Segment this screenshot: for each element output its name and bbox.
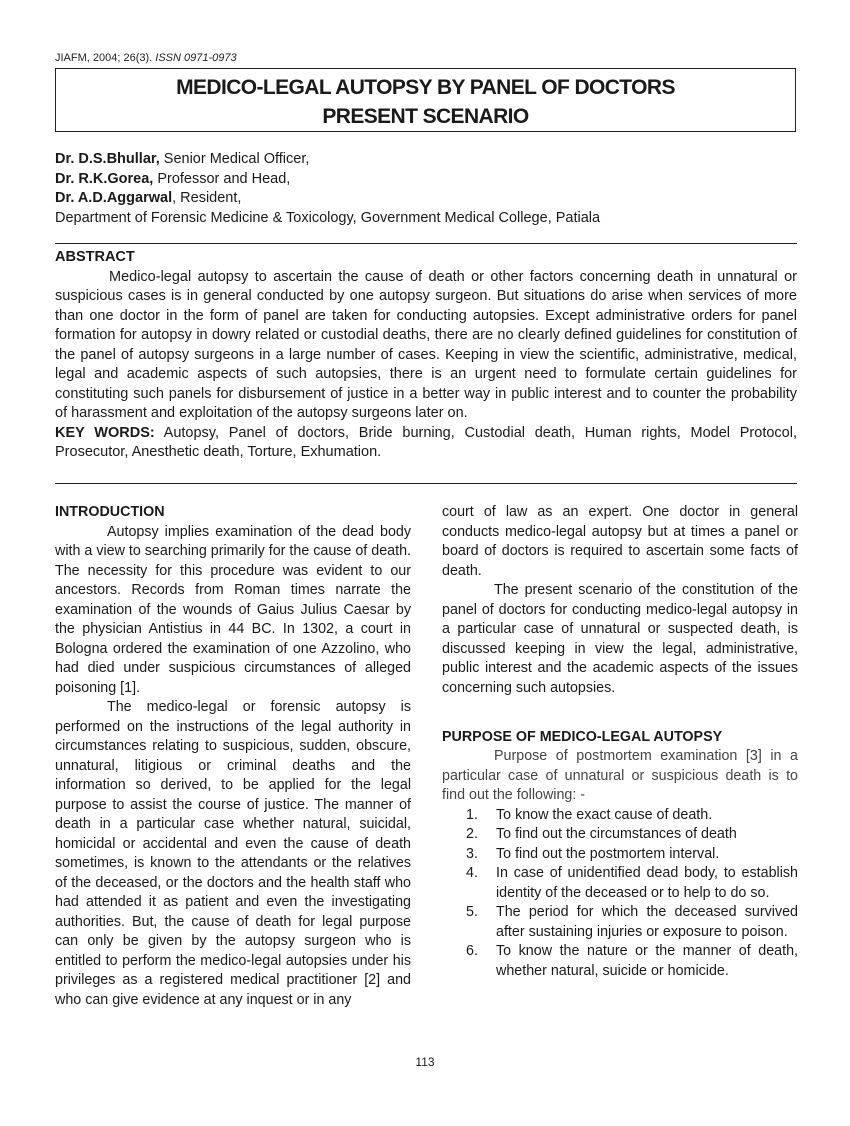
divider-top <box>55 243 797 244</box>
affiliation: Department of Forensic Medicine & Toxicology, Government Medical College, Patiala <box>55 209 601 226</box>
title-line-1: MEDICO-LEGAL AUTOPSY BY PANEL OF DOCTORS <box>176 76 675 99</box>
introduction-paragraph-3: The present scenario of the constitution of the panel of doctors for conducting medico-legal autopsy in a particular case of unnatural or suspected death, is discussed keeping in view the legal, administrative, public interest and the academic aspects of the issues concerning such autopsies. <box>442 582 798 696</box>
introduction-paragraph-2: The medico-legal or forensic autopsy is performed on the instructions of the legal authority in circumstances relating to suspicious, sudden, obscure, unnatural, litigious or criminal deaths and the information so derived, to be applied for the legal purpose to assist the course of justice. The manner of death in a particular case whether natural, suicidal, homicidal or accidental and even the cause of death sometimes, is known to the attendants or the relatives of the deceased, or the doctors and the health staff who had attended it as patient and even the investigating authorities. But, the cause of death for legal purpose can only be given by the autopsy surgeon who is entitled to perform the medico-legal autopsies under his privileges as a registered medical practitioner [2] and who can give evidence at any inquest or in any <box>55 699 411 1008</box>
author-role: Senior Medical Officer, <box>159 151 310 167</box>
author-2 <box>55 170 600 190</box>
author-block <box>55 150 600 228</box>
author-role: , Resident, <box>172 190 242 206</box>
purpose-intro: Purpose of postmortem examination [3] in a particular case of unnatural or suspicious death is to find out the following: - <box>442 748 798 803</box>
keywords-list: Autopsy, Panel of doctors, Bride burning, Custodial death, Human rights, Model Protocol, Prosecutor, Anesthetic death, Torture, Exhumation. <box>55 424 797 460</box>
introduction-heading: INTRODUCTION <box>55 504 165 520</box>
journal-reference: JIAFM, 2004; 26(3). <box>55 52 153 64</box>
abstract-text: Medico-legal autopsy to ascertain the cause of death or other factors concerning death in unnatural or suspicious cases is in general conducted by one autopsy surgeon. But situations do arise when services of more than one doctor in the form of panel are taken for conducting autopsies. Except administrative orders for panel formation for autopsy in dowry related or custodial deaths, there are no clearly defined guidelines for constitution of the panel of autopsy surgeons in a large number of cases. Keeping in view the scientific, administrative, medical, legal and academic aspects of such autopsies, there is an urgent need to formulate certain guidelines for constituting such panels for disbursement of justice in a better way in public interest and to counter the probability of harassment and exploitation of the autopsy surgeons later on. <box>55 268 797 421</box>
list-item: 2. To find out the circumstances of death <box>466 826 737 842</box>
left-column <box>55 503 411 1010</box>
purpose-heading: PURPOSE OF MEDICO-LEGAL AUTOPSY <box>442 728 723 745</box>
abstract-heading: ABSTRACT <box>55 249 135 265</box>
divider-bottom <box>55 483 797 484</box>
list-item: 3. To find out the postmortem interval. <box>466 845 720 862</box>
issn: ISSN 0971-0973 <box>155 52 237 64</box>
keywords <box>55 424 797 463</box>
author-name: Dr. A.D.Aggarwal <box>55 190 173 206</box>
title-box <box>55 68 796 132</box>
author-name: Dr. R.K.Gorea, <box>55 170 154 187</box>
introduction-paragraph-2-continued: court of law as an expert. One doctor in general conducts medico-legal autopsy but at times a panel or board of doctors is required to ascertain some facts of death. <box>442 504 798 579</box>
list-item: 5. The period for which the deceased survived after sustaining injuries or exposure to poison. <box>466 904 798 940</box>
keywords-label: KEY WORDS: <box>55 424 155 441</box>
author-role: Professor and Head, <box>153 170 291 187</box>
abstract-section <box>55 248 797 463</box>
list-item: 4. In case of unidentified dead body, to establish identity of the deceased or to help to do so. <box>466 865 798 901</box>
list-item: 1. To know the exact cause of death. <box>466 806 713 823</box>
author-3 <box>55 189 600 209</box>
author-1 <box>55 150 600 170</box>
title-line-2: PRESENT SCENARIO <box>322 105 529 128</box>
journal-citation <box>55 52 237 64</box>
introduction-paragraph-1: Autopsy implies examination of the dead body with a view to searching primarily for the cause of death. The necessity for this procedure was evident to our ancestors. Records from Roman times narrate the examination of the wounds of Gaius Julius Caesar by the physician Antistius in 44 BC. In 1302, a court in Bologna ordered the examination of one Azzolino, who had died under suspicious circumstances of alleged poisoning [1]. <box>55 523 412 696</box>
list-item: 6. To know the nature or the manner of death, whether natural, suicide or homicide. <box>466 943 798 979</box>
purpose-list <box>442 806 798 982</box>
right-column <box>442 503 798 981</box>
page-number: 113 <box>415 1055 435 1069</box>
author-name: Dr. D.S.Bhullar, <box>55 151 160 167</box>
